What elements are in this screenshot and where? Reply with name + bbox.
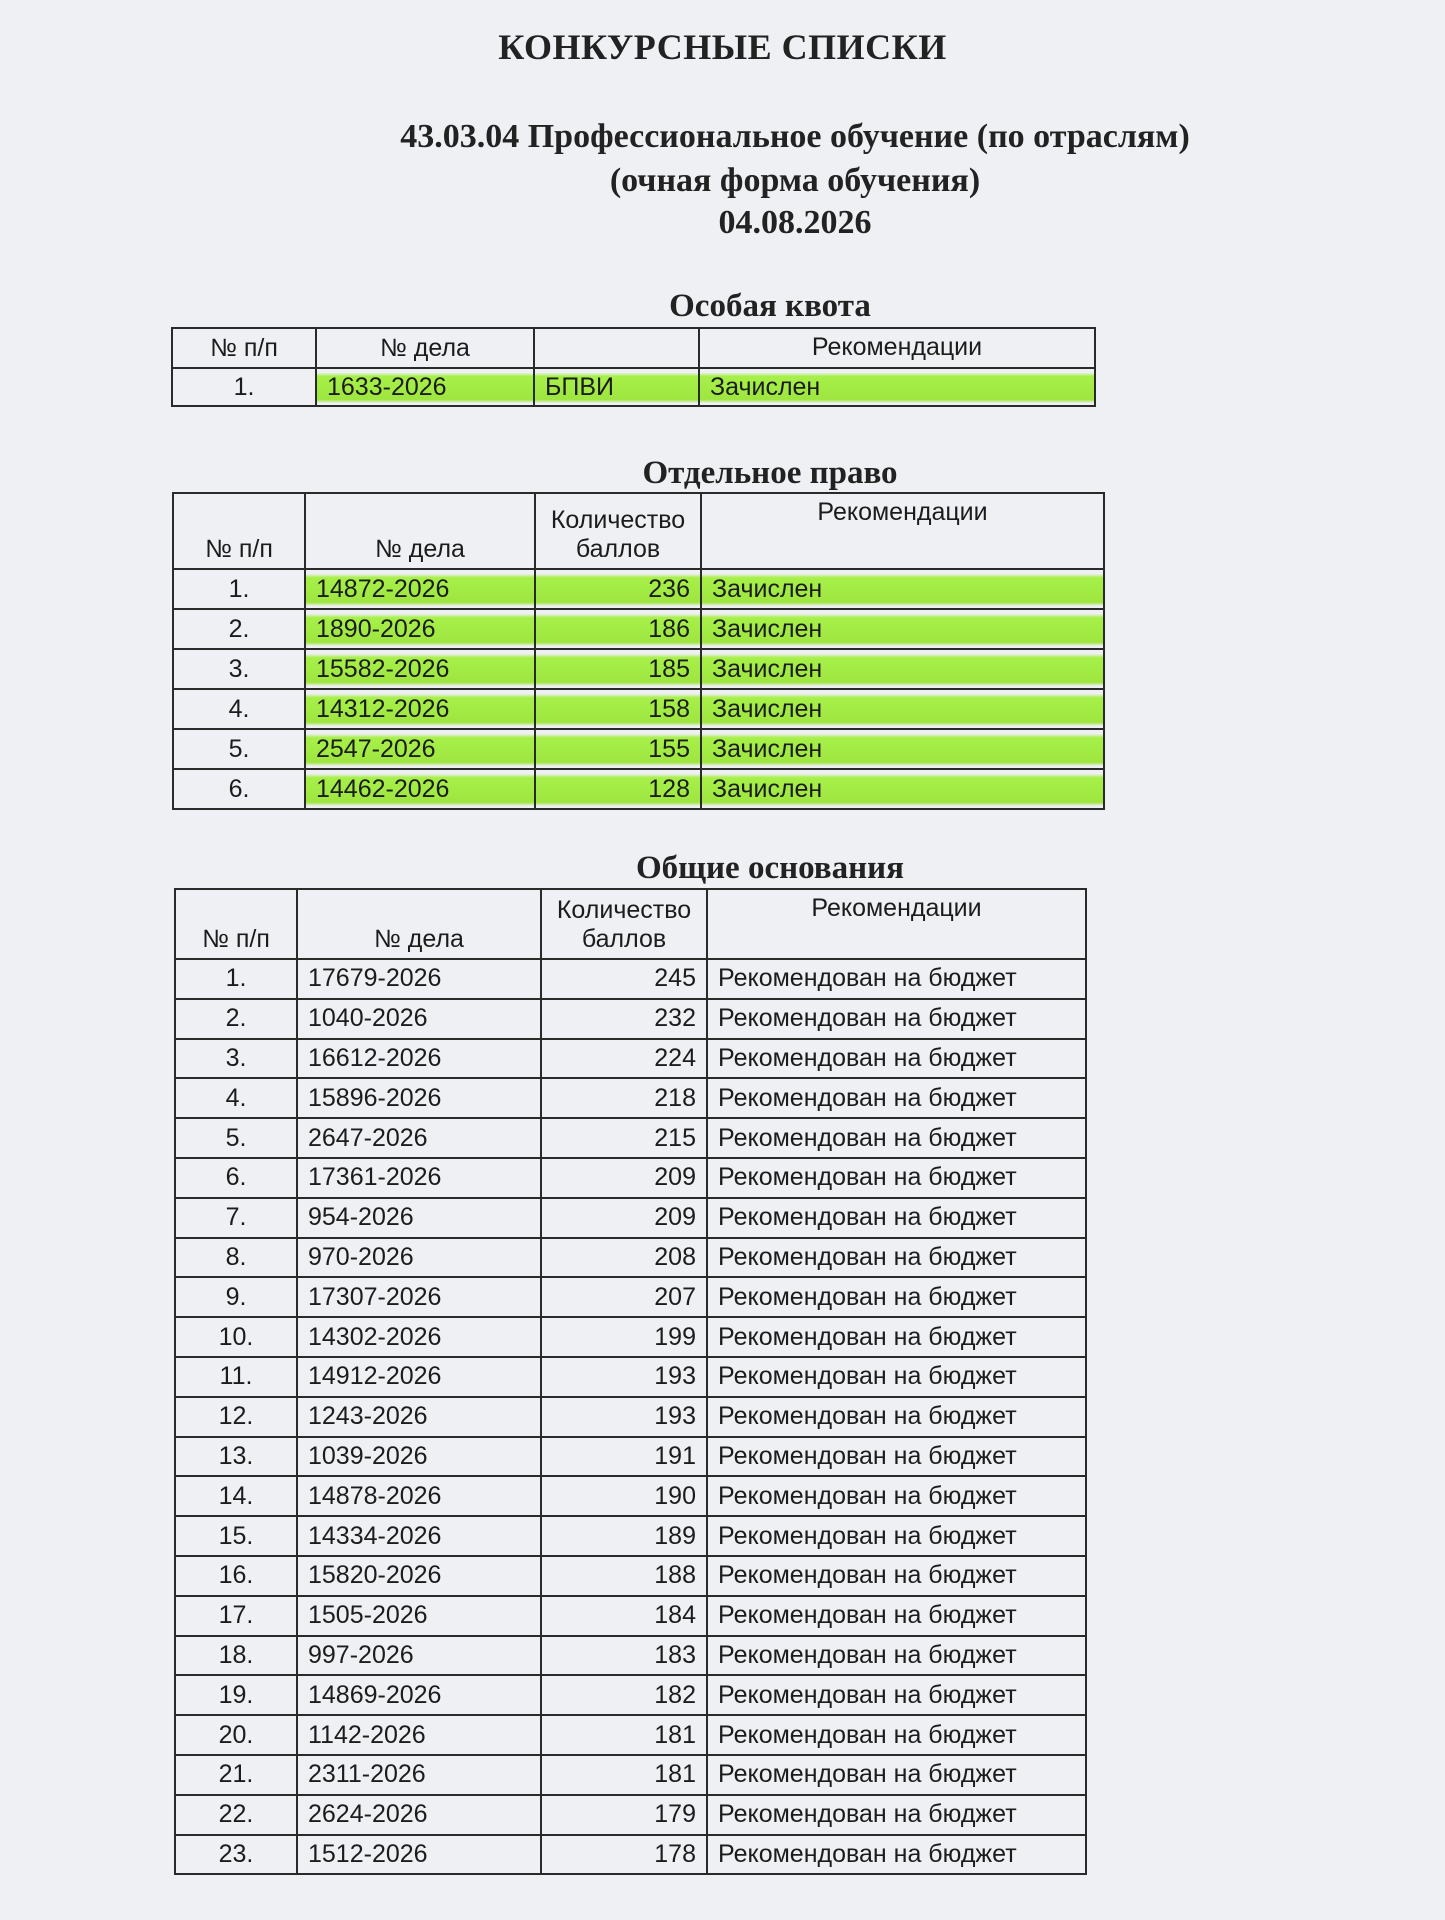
cell-num: 4. bbox=[173, 689, 305, 729]
cell-score: 215 bbox=[541, 1118, 707, 1158]
header-num: № п/п bbox=[172, 328, 316, 368]
separate-right-body bbox=[173, 569, 1104, 809]
cell-case-number: 14912-2026 bbox=[297, 1357, 541, 1397]
program-name: 43.03.04 Профессиональное обучение (по отраслям) bbox=[400, 118, 1190, 155]
cell-case-number: 15582-2026 bbox=[305, 649, 535, 689]
cell-recommendation: Рекомендован на бюджет bbox=[707, 1158, 1086, 1198]
header-case: № дела bbox=[305, 493, 535, 569]
cell-recommendation: Рекомендован на бюджет bbox=[707, 1357, 1086, 1397]
cell-case-number: 14878-2026 bbox=[297, 1476, 541, 1516]
header-score-line1: Количество bbox=[550, 506, 686, 534]
cell-score: 209 bbox=[541, 1158, 707, 1198]
cell-recommendation: Рекомендован на бюджет bbox=[707, 999, 1086, 1039]
header-score-line1: Количество bbox=[556, 896, 692, 924]
table-row bbox=[175, 959, 1086, 999]
header-basis bbox=[534, 328, 699, 368]
cell-num: 1. bbox=[175, 959, 297, 999]
cell-case-number: 17679-2026 bbox=[297, 959, 541, 999]
cell-score: 218 bbox=[541, 1078, 707, 1118]
cell-num: 23. bbox=[175, 1835, 297, 1875]
table-row bbox=[175, 1357, 1086, 1397]
cell-score: 158 bbox=[535, 689, 701, 729]
cell-num: 5. bbox=[175, 1118, 297, 1158]
table-row bbox=[175, 1437, 1086, 1477]
cell-recommendation: Рекомендован на бюджет bbox=[707, 1516, 1086, 1556]
cell-case-number: 2647-2026 bbox=[297, 1118, 541, 1158]
list-date: 04.08.2026 bbox=[718, 204, 872, 241]
cell-basis: БПВИ bbox=[534, 368, 699, 406]
study-form: (очная форма обучения) bbox=[609, 162, 981, 199]
cell-recommendation: Рекомендован на бюджет bbox=[707, 1476, 1086, 1516]
cell-case-number: 14312-2026 bbox=[305, 689, 535, 729]
cell-recommendation: Рекомендован на бюджет bbox=[707, 1039, 1086, 1079]
cell-recommendation: Рекомендован на бюджет bbox=[707, 1556, 1086, 1596]
document-title: КОНКУРСНЫЕ СПИСКИ bbox=[498, 27, 947, 67]
cell-num: 6. bbox=[173, 769, 305, 809]
cell-num: 21. bbox=[175, 1755, 297, 1795]
table-row bbox=[173, 689, 1104, 729]
cell-case-number: 1633-2026 bbox=[316, 368, 534, 406]
cell-num: 10. bbox=[175, 1317, 297, 1357]
cell-recommendation: Рекомендован на бюджет bbox=[707, 1198, 1086, 1238]
cell-case-number: 970-2026 bbox=[297, 1238, 541, 1278]
cell-score: 181 bbox=[541, 1715, 707, 1755]
header-score-line2: баллов bbox=[581, 925, 667, 953]
cell-num: 22. bbox=[175, 1795, 297, 1835]
cell-num: 20. bbox=[175, 1715, 297, 1755]
cell-num: 8. bbox=[175, 1238, 297, 1278]
header-num: № п/п bbox=[173, 493, 305, 569]
cell-score: 193 bbox=[541, 1357, 707, 1397]
table-row bbox=[175, 1118, 1086, 1158]
table-header-row bbox=[173, 493, 1104, 569]
cell-recommendation: Рекомендован на бюджет bbox=[707, 1437, 1086, 1477]
cell-score: 191 bbox=[541, 1437, 707, 1477]
cell-score: 179 bbox=[541, 1795, 707, 1835]
cell-case-number: 15820-2026 bbox=[297, 1556, 541, 1596]
cell-num: 12. bbox=[175, 1397, 297, 1437]
cell-score: 185 bbox=[535, 649, 701, 689]
cell-recommendation: Рекомендован на бюджет bbox=[707, 1397, 1086, 1437]
cell-score: 190 bbox=[541, 1476, 707, 1516]
table-row bbox=[175, 1078, 1086, 1118]
table-row bbox=[172, 368, 1095, 406]
cell-score: 184 bbox=[541, 1596, 707, 1636]
cell-recommendation: Зачислен bbox=[699, 368, 1095, 406]
cell-case-number: 1039-2026 bbox=[297, 1437, 541, 1477]
cell-recommendation: Рекомендован на бюджет bbox=[707, 1835, 1086, 1875]
cell-score: 128 bbox=[535, 769, 701, 809]
cell-case-number: 1890-2026 bbox=[305, 609, 535, 649]
cell-recommendation: Зачислен bbox=[701, 649, 1104, 689]
header-recommendation: Рекомендации bbox=[701, 493, 1104, 569]
cell-recommendation: Рекомендован на бюджет bbox=[707, 1118, 1086, 1158]
table-row bbox=[175, 1715, 1086, 1755]
cell-case-number: 16612-2026 bbox=[297, 1039, 541, 1079]
table-row bbox=[173, 769, 1104, 809]
table-row bbox=[173, 569, 1104, 609]
cell-case-number: 15896-2026 bbox=[297, 1078, 541, 1118]
table-row bbox=[175, 1158, 1086, 1198]
cell-recommendation: Зачислен bbox=[701, 769, 1104, 809]
cell-recommendation: Зачислен bbox=[701, 569, 1104, 609]
general-body bbox=[175, 959, 1086, 1874]
table-row bbox=[175, 1317, 1086, 1357]
cell-num: 11. bbox=[175, 1357, 297, 1397]
cell-recommendation: Рекомендован на бюджет bbox=[707, 1755, 1086, 1795]
table-row bbox=[175, 1556, 1086, 1596]
cell-case-number: 1243-2026 bbox=[297, 1397, 541, 1437]
header-case: № дела bbox=[297, 889, 541, 959]
table-row bbox=[173, 729, 1104, 769]
separate-right-table bbox=[172, 492, 1105, 810]
cell-num: 6. bbox=[175, 1158, 297, 1198]
table-row bbox=[175, 1675, 1086, 1715]
table-row bbox=[175, 1238, 1086, 1278]
header-score bbox=[535, 493, 701, 569]
cell-num: 16. bbox=[175, 1556, 297, 1596]
cell-recommendation: Зачислен bbox=[701, 689, 1104, 729]
table-row bbox=[175, 1039, 1086, 1079]
cell-score: 186 bbox=[535, 609, 701, 649]
table-row bbox=[175, 1596, 1086, 1636]
table-row bbox=[173, 609, 1104, 649]
cell-score: 209 bbox=[541, 1198, 707, 1238]
general-title: Общие основания bbox=[636, 850, 904, 886]
cell-score: 181 bbox=[541, 1755, 707, 1795]
table-row bbox=[175, 1636, 1086, 1676]
table-header-row bbox=[172, 328, 1095, 368]
cell-num: 2. bbox=[175, 999, 297, 1039]
cell-num: 17. bbox=[175, 1596, 297, 1636]
cell-num: 3. bbox=[173, 649, 305, 689]
cell-score: 232 bbox=[541, 999, 707, 1039]
cell-case-number: 14869-2026 bbox=[297, 1675, 541, 1715]
cell-num: 9. bbox=[175, 1277, 297, 1317]
header-recommendation: Рекомендации bbox=[707, 889, 1086, 959]
cell-case-number: 954-2026 bbox=[297, 1198, 541, 1238]
table-header-row bbox=[175, 889, 1086, 959]
cell-case-number: 1040-2026 bbox=[297, 999, 541, 1039]
cell-score: 189 bbox=[541, 1516, 707, 1556]
table-row bbox=[175, 1397, 1086, 1437]
cell-score: 178 bbox=[541, 1835, 707, 1875]
cell-score: 245 bbox=[541, 959, 707, 999]
cell-num: 3. bbox=[175, 1039, 297, 1079]
cell-num: 1. bbox=[172, 368, 316, 406]
cell-score: 236 bbox=[535, 569, 701, 609]
table-row bbox=[175, 1476, 1086, 1516]
cell-case-number: 14872-2026 bbox=[305, 569, 535, 609]
cell-recommendation: Рекомендован на бюджет bbox=[707, 1715, 1086, 1755]
cell-score: 208 bbox=[541, 1238, 707, 1278]
cell-recommendation: Рекомендован на бюджет bbox=[707, 1078, 1086, 1118]
table-row bbox=[175, 999, 1086, 1039]
header-num: № п/п bbox=[175, 889, 297, 959]
cell-num: 5. bbox=[173, 729, 305, 769]
cell-score: 188 bbox=[541, 1556, 707, 1596]
table-row bbox=[175, 1835, 1086, 1875]
cell-score: 155 bbox=[535, 729, 701, 769]
header-score-line2: баллов bbox=[575, 535, 661, 563]
cell-recommendation: Рекомендован на бюджет bbox=[707, 1636, 1086, 1676]
cell-case-number: 14462-2026 bbox=[305, 769, 535, 809]
special-quota-table bbox=[171, 327, 1096, 407]
cell-case-number: 1512-2026 bbox=[297, 1835, 541, 1875]
cell-num: 13. bbox=[175, 1437, 297, 1477]
cell-num: 2. bbox=[173, 609, 305, 649]
cell-recommendation: Зачислен bbox=[701, 729, 1104, 769]
cell-recommendation: Рекомендован на бюджет bbox=[707, 959, 1086, 999]
cell-case-number: 2311-2026 bbox=[297, 1755, 541, 1795]
header-score bbox=[541, 889, 707, 959]
cell-score: 199 bbox=[541, 1317, 707, 1357]
separate-right-title: Отдельное право bbox=[642, 455, 898, 491]
cell-num: 19. bbox=[175, 1675, 297, 1715]
cell-recommendation: Рекомендован на бюджет bbox=[707, 1675, 1086, 1715]
cell-case-number: 2547-2026 bbox=[305, 729, 535, 769]
cell-num: 1. bbox=[173, 569, 305, 609]
special-quota-title: Особая квота bbox=[669, 288, 871, 324]
cell-recommendation: Рекомендован на бюджет bbox=[707, 1277, 1086, 1317]
table-row bbox=[175, 1198, 1086, 1238]
cell-case-number: 14334-2026 bbox=[297, 1516, 541, 1556]
cell-score: 224 bbox=[541, 1039, 707, 1079]
cell-score: 193 bbox=[541, 1397, 707, 1437]
cell-recommendation: Рекомендован на бюджет bbox=[707, 1317, 1086, 1357]
cell-num: 18. bbox=[175, 1636, 297, 1676]
table-row bbox=[175, 1755, 1086, 1795]
cell-num: 14. bbox=[175, 1476, 297, 1516]
cell-num: 15. bbox=[175, 1516, 297, 1556]
cell-score: 183 bbox=[541, 1636, 707, 1676]
special-quota-body bbox=[172, 368, 1095, 406]
cell-case-number: 1142-2026 bbox=[297, 1715, 541, 1755]
cell-case-number: 14302-2026 bbox=[297, 1317, 541, 1357]
cell-num: 7. bbox=[175, 1198, 297, 1238]
cell-case-number: 997-2026 bbox=[297, 1636, 541, 1676]
cell-recommendation: Рекомендован на бюджет bbox=[707, 1795, 1086, 1835]
table-row bbox=[173, 649, 1104, 689]
cell-recommendation: Рекомендован на бюджет bbox=[707, 1596, 1086, 1636]
cell-case-number: 1505-2026 bbox=[297, 1596, 541, 1636]
table-row bbox=[175, 1795, 1086, 1835]
cell-score: 207 bbox=[541, 1277, 707, 1317]
cell-case-number: 2624-2026 bbox=[297, 1795, 541, 1835]
table-row bbox=[175, 1277, 1086, 1317]
general-table bbox=[174, 888, 1087, 1875]
cell-score: 182 bbox=[541, 1675, 707, 1715]
cell-case-number: 17361-2026 bbox=[297, 1158, 541, 1198]
header-recommendation: Рекомендации bbox=[699, 328, 1095, 368]
cell-case-number: 17307-2026 bbox=[297, 1277, 541, 1317]
cell-recommendation: Рекомендован на бюджет bbox=[707, 1238, 1086, 1278]
cell-num: 4. bbox=[175, 1078, 297, 1118]
table-row bbox=[175, 1516, 1086, 1556]
header-case: № дела bbox=[316, 328, 534, 368]
cell-recommendation: Зачислен bbox=[701, 609, 1104, 649]
